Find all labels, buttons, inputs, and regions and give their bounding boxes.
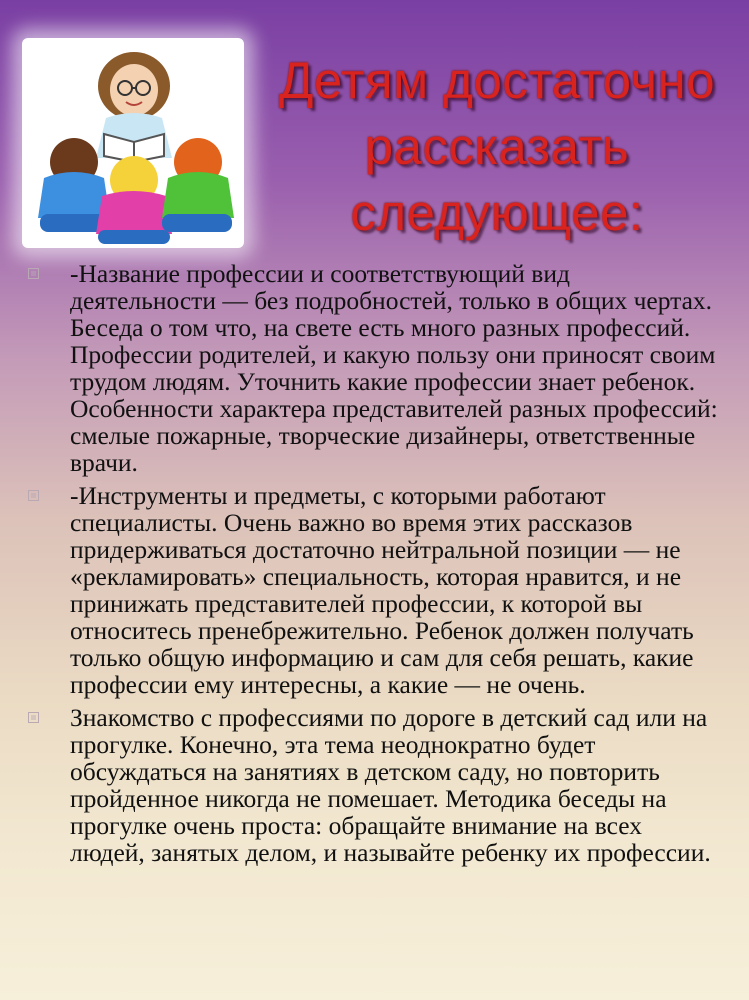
- bullet-text: -Инструменты и предметы, с которыми работают специалисты. Очень важно во время этих рассказов придерживаться достаточно нейтральной позиции — не «рекламировать» специальность, которая нравится, и не принижать представителей профессии, к которой вы относитесь пренебрежительно. Ребенок должен получать только общую информацию и сам для себя решать, какие профессии ему интересны, а какие — не очень.: [70, 481, 694, 699]
- list-item: [22, 482, 722, 698]
- bullet-text: Знакомство с профессиями по дороге в детский сад или на прогулке. Конечно, эта тема неоднократно будет обсуждаться на занятиях в детском саду, но повторить пройденное никогда не помешает. Методика беседы на прогулке очень проста: обращайте внимание на всех людей, занятых делом, и называйте ребенку их профессии.: [70, 703, 711, 867]
- title-line: Детям достаточно: [278, 52, 716, 109]
- title-line: следующее:: [350, 184, 644, 241]
- slide-title: [252, 48, 742, 246]
- bullet-text: -Название профессии и соответствующий вид деятельности — без подробностей, только в общих чертах. Беседа о том что, на свете есть много разных профессий. Профессии родителей, и какую пользу они приносят своим трудом людям. Уточнить какие профессии знает ребенок. Особенности характера представителей разных профессий: смелые пожарные, творческие дизайнеры, ответственные врачи.: [70, 259, 718, 477]
- title-line: рассказать: [364, 118, 630, 175]
- teacher-reading-to-children-icon: [22, 38, 244, 248]
- bullet-list: [22, 260, 722, 872]
- square-bullet-icon: [28, 712, 39, 723]
- square-bullet-icon: [28, 490, 39, 501]
- list-item: [22, 260, 722, 476]
- square-bullet-icon: [28, 268, 39, 279]
- list-item: [22, 704, 722, 866]
